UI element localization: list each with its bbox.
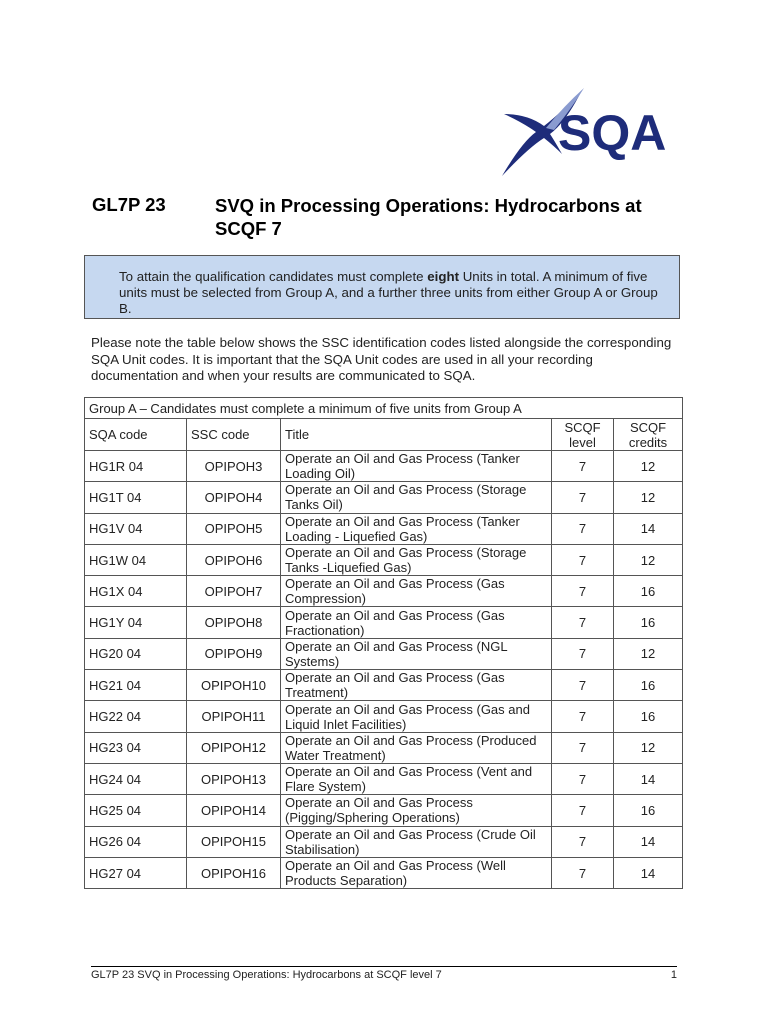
footer-divider: [91, 966, 677, 967]
group-heading-row: [85, 398, 683, 419]
scqf-level-cell: 7: [552, 826, 614, 857]
unit-title-cell: Operate an Oil and Gas Process (Pigging/Sphering Operations): [281, 795, 552, 826]
unit-rows: [85, 451, 683, 889]
ssc-code-cell: OPIPOH5: [187, 513, 281, 544]
unit-title-cell: Operate an Oil and Gas Process (Vent and Flare System): [281, 763, 552, 794]
sqa-code-cell: HG27 04: [85, 857, 187, 888]
ssc-code-cell: OPIPOH4: [187, 482, 281, 513]
scqf-credits-cell: 16: [614, 670, 683, 701]
scqf-credits-cell: 12: [614, 638, 683, 669]
table-row: [85, 576, 683, 607]
sqa-code-cell: HG22 04: [85, 701, 187, 732]
ssc-code-cell: OPIPOH11: [187, 701, 281, 732]
column-header-scqf-credits: SCQF credits: [614, 419, 683, 451]
sqa-code-cell: HG1V 04: [85, 513, 187, 544]
scqf-credits-cell: 16: [614, 701, 683, 732]
ssc-code-cell: OPIPOH12: [187, 732, 281, 763]
table-row: [85, 701, 683, 732]
table-row: [85, 513, 683, 544]
table-header-row: [85, 419, 683, 451]
scqf-level-cell: 7: [552, 451, 614, 482]
sqa-code-cell: HG23 04: [85, 732, 187, 763]
ssc-code-cell: OPIPOH14: [187, 795, 281, 826]
unit-title-cell: Operate an Oil and Gas Process (Gas and Liquid Inlet Facilities): [281, 701, 552, 732]
table-row: [85, 670, 683, 701]
ssc-code-cell: OPIPOH6: [187, 544, 281, 575]
scqf-credits-cell: 12: [614, 482, 683, 513]
unit-title-cell: Operate an Oil and Gas Process (Gas Treatment): [281, 670, 552, 701]
table-row: [85, 732, 683, 763]
unit-title-cell: Operate an Oil and Gas Process (Well Products Separation): [281, 857, 552, 888]
sqa-code-cell: HG21 04: [85, 670, 187, 701]
sqa-code-cell: HG1X 04: [85, 576, 187, 607]
sqa-code-cell: HG1T 04: [85, 482, 187, 513]
sqa-code-cell: HG24 04: [85, 763, 187, 794]
scqf-credits-cell: 12: [614, 544, 683, 575]
notice-text-after: Units in total. A minimum of five units must be selected from Group A, and a further three units from either Group A or Group B.: [119, 269, 658, 316]
scqf-credits-cell: 12: [614, 451, 683, 482]
scqf-level-cell: 7: [552, 732, 614, 763]
group-heading: Group A – Candidates must complete a minimum of five units from Group A: [85, 398, 683, 419]
scqf-level-cell: 7: [552, 670, 614, 701]
logo-text: SQA: [558, 105, 667, 161]
footer-text: GL7P 23 SVQ in Processing Operations: Hydrocarbons at SCQF level 7: [91, 969, 442, 981]
unit-title-cell: Operate an Oil and Gas Process (Gas Compression): [281, 576, 552, 607]
ssc-code-cell: OPIPOH7: [187, 576, 281, 607]
scqf-level-cell: 7: [552, 763, 614, 794]
unit-title-cell: Operate an Oil and Gas Process (Tanker Loading Oil): [281, 451, 552, 482]
unit-title-cell: Operate an Oil and Gas Process (Storage Tanks Oil): [281, 482, 552, 513]
column-header-ssc-code: SSC code: [187, 419, 281, 451]
requirements-notice: [84, 255, 680, 319]
scqf-credits-cell: 16: [614, 607, 683, 638]
sqa-code-cell: HG1Y 04: [85, 607, 187, 638]
table-row: [85, 451, 683, 482]
table-row: [85, 857, 683, 888]
unit-title-cell: Operate an Oil and Gas Process (Produced Water Treatment): [281, 732, 552, 763]
scqf-credits-cell: 14: [614, 513, 683, 544]
sqa-code-cell: HG26 04: [85, 826, 187, 857]
unit-title-cell: Operate an Oil and Gas Process (NGL Systems): [281, 638, 552, 669]
scqf-level-cell: 7: [552, 795, 614, 826]
column-header-scqf-level: SCQF level: [552, 419, 614, 451]
qualification-code: GL7P 23: [92, 194, 166, 215]
sqa-code-cell: HG1R 04: [85, 451, 187, 482]
notice-text-bold: eight: [427, 269, 459, 284]
sqa-code-cell: HG25 04: [85, 795, 187, 826]
ssc-code-cell: OPIPOH3: [187, 451, 281, 482]
scqf-level-cell: 7: [552, 701, 614, 732]
scqf-credits-cell: 12: [614, 732, 683, 763]
scqf-level-cell: 7: [552, 513, 614, 544]
sqa-code-cell: HG1W 04: [85, 544, 187, 575]
column-header-sqa-code: SQA code: [85, 419, 187, 451]
sqa-logo: [492, 84, 692, 180]
unit-title-cell: Operate an Oil and Gas Process (Gas Fractionation): [281, 607, 552, 638]
notice-text-before: To attain the qualification candidates must complete: [119, 269, 428, 284]
ssc-code-cell: OPIPOH9: [187, 638, 281, 669]
group-a-units-table: [84, 397, 683, 889]
column-header-title: Title: [281, 419, 552, 451]
table-row: [85, 607, 683, 638]
sqa-code-cell: HG20 04: [85, 638, 187, 669]
scqf-credits-cell: 14: [614, 857, 683, 888]
table-row: [85, 795, 683, 826]
table-row: [85, 826, 683, 857]
scqf-level-cell: 7: [552, 607, 614, 638]
unit-title-cell: Operate an Oil and Gas Process (Crude Oil Stabilisation): [281, 826, 552, 857]
scqf-level-cell: 7: [552, 638, 614, 669]
table-row: [85, 638, 683, 669]
unit-title-cell: Operate an Oil and Gas Process (Tanker Loading - Liquefied Gas): [281, 513, 552, 544]
ssc-code-cell: OPIPOH16: [187, 857, 281, 888]
scqf-credits-cell: 16: [614, 795, 683, 826]
unit-title-cell: Operate an Oil and Gas Process (Storage Tanks -Liquefied Gas): [281, 544, 552, 575]
scqf-level-cell: 7: [552, 857, 614, 888]
table-row: [85, 763, 683, 794]
sqa-saltire-icon: [492, 84, 692, 180]
page-number: 1: [670, 969, 677, 981]
ssc-code-cell: OPIPOH15: [187, 826, 281, 857]
scqf-credits-cell: 16: [614, 576, 683, 607]
qualification-title: SVQ in Processing Operations: Hydrocarbons at SCQF 7: [215, 195, 642, 239]
scqf-credits-cell: 14: [614, 826, 683, 857]
ssc-code-cell: OPIPOH10: [187, 670, 281, 701]
scqf-level-cell: 7: [552, 576, 614, 607]
scqf-level-cell: 7: [552, 482, 614, 513]
ssc-code-cell: OPIPOH8: [187, 607, 281, 638]
scqf-credits-cell: 14: [614, 763, 683, 794]
table-row: [85, 482, 683, 513]
table-row: [85, 544, 683, 575]
scqf-level-cell: 7: [552, 544, 614, 575]
ssc-codes-note: Please note the table below shows the SSC identification codes listed alongside the corresponding SQA Unit codes. It is important that the SQA Unit codes are used in all your recording documentation and when your results are communicated to SQA.: [91, 335, 672, 383]
ssc-code-cell: OPIPOH13: [187, 763, 281, 794]
